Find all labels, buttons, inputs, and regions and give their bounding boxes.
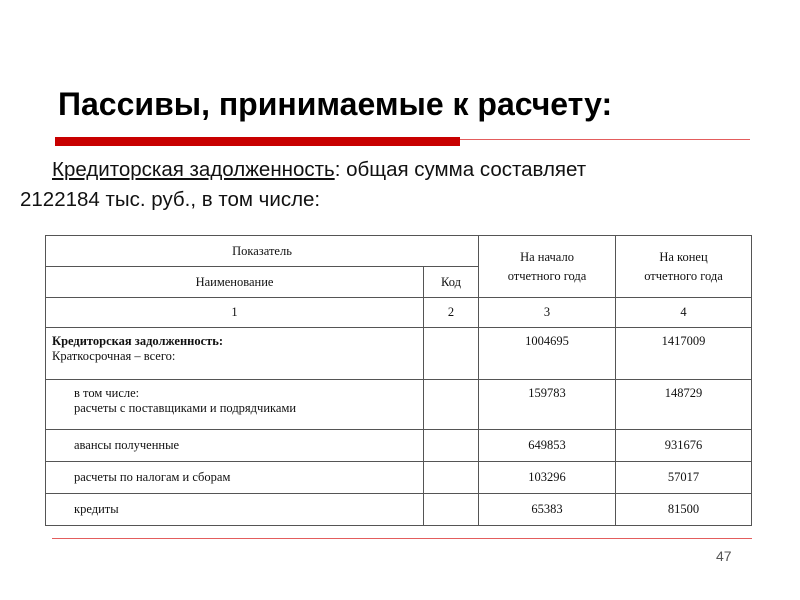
row-start-value: 649853 (479, 430, 616, 462)
table-row (46, 494, 752, 526)
row-label-bold: Кредиторская задолженность: (52, 334, 224, 348)
row-code (424, 462, 479, 494)
row-label-line2: расчеты с поставщиками и подрядчиками (74, 401, 297, 415)
row-label-line1: в том числе: (74, 386, 140, 400)
row-code (424, 494, 479, 526)
row-code (424, 328, 479, 380)
title-rule-line (460, 139, 750, 140)
numbering-row (46, 298, 752, 328)
row-start-value: 103296 (479, 462, 616, 494)
footer-rule-line (52, 538, 752, 539)
table-row (46, 380, 752, 430)
row-label: кредиты (46, 494, 424, 526)
col-number-2: 2 (424, 298, 479, 328)
header-start-of-year (479, 236, 616, 298)
table-row (46, 328, 752, 380)
col-number-1: 1 (46, 298, 424, 328)
row-start-value: 1004695 (479, 328, 616, 380)
header-end-of-year (616, 236, 752, 298)
slide-title: Пассивы, принимаемые к расчету: (58, 86, 613, 122)
table-row (46, 462, 752, 494)
row-code (424, 380, 479, 430)
page-number: 47 (716, 548, 732, 564)
col-number-3: 3 (479, 298, 616, 328)
table-row (46, 430, 752, 462)
row-label (46, 328, 424, 380)
row-end-value: 81500 (616, 494, 752, 526)
header-start-line2: отчетного года (507, 268, 587, 283)
header-end-line1: На конец (659, 249, 708, 264)
intro-rest: : общая сумма составляет (334, 158, 587, 181)
intro-underlined-term: Кредиторская задолженность (52, 158, 335, 181)
payables-table (45, 235, 752, 526)
row-start-value: 159783 (479, 380, 616, 430)
header-row-1 (46, 236, 752, 267)
row-label-line2: Краткосрочная – всего: (52, 349, 176, 363)
col-number-4: 4 (616, 298, 752, 328)
row-label: расчеты по налогам и сборам (46, 462, 424, 494)
row-end-value: 57017 (616, 462, 752, 494)
title-underline-bar (55, 137, 460, 146)
row-code (424, 430, 479, 462)
header-code: Код (424, 267, 479, 298)
header-name: Наименование (46, 267, 424, 298)
header-end-line2: отчетного года (644, 268, 723, 283)
row-label: авансы полученные (46, 430, 424, 462)
row-end-value: 931676 (616, 430, 752, 462)
row-end-value: 148729 (616, 380, 752, 430)
header-indicator: Показатель (46, 236, 479, 267)
intro-text (20, 155, 740, 215)
header-start-line1: На начало (520, 249, 574, 264)
row-end-value: 1417009 (616, 328, 752, 380)
row-start-value: 65383 (479, 494, 616, 526)
row-label (46, 380, 424, 430)
intro-line-2: 2122184 тыс. руб., в том числе: (20, 188, 321, 211)
